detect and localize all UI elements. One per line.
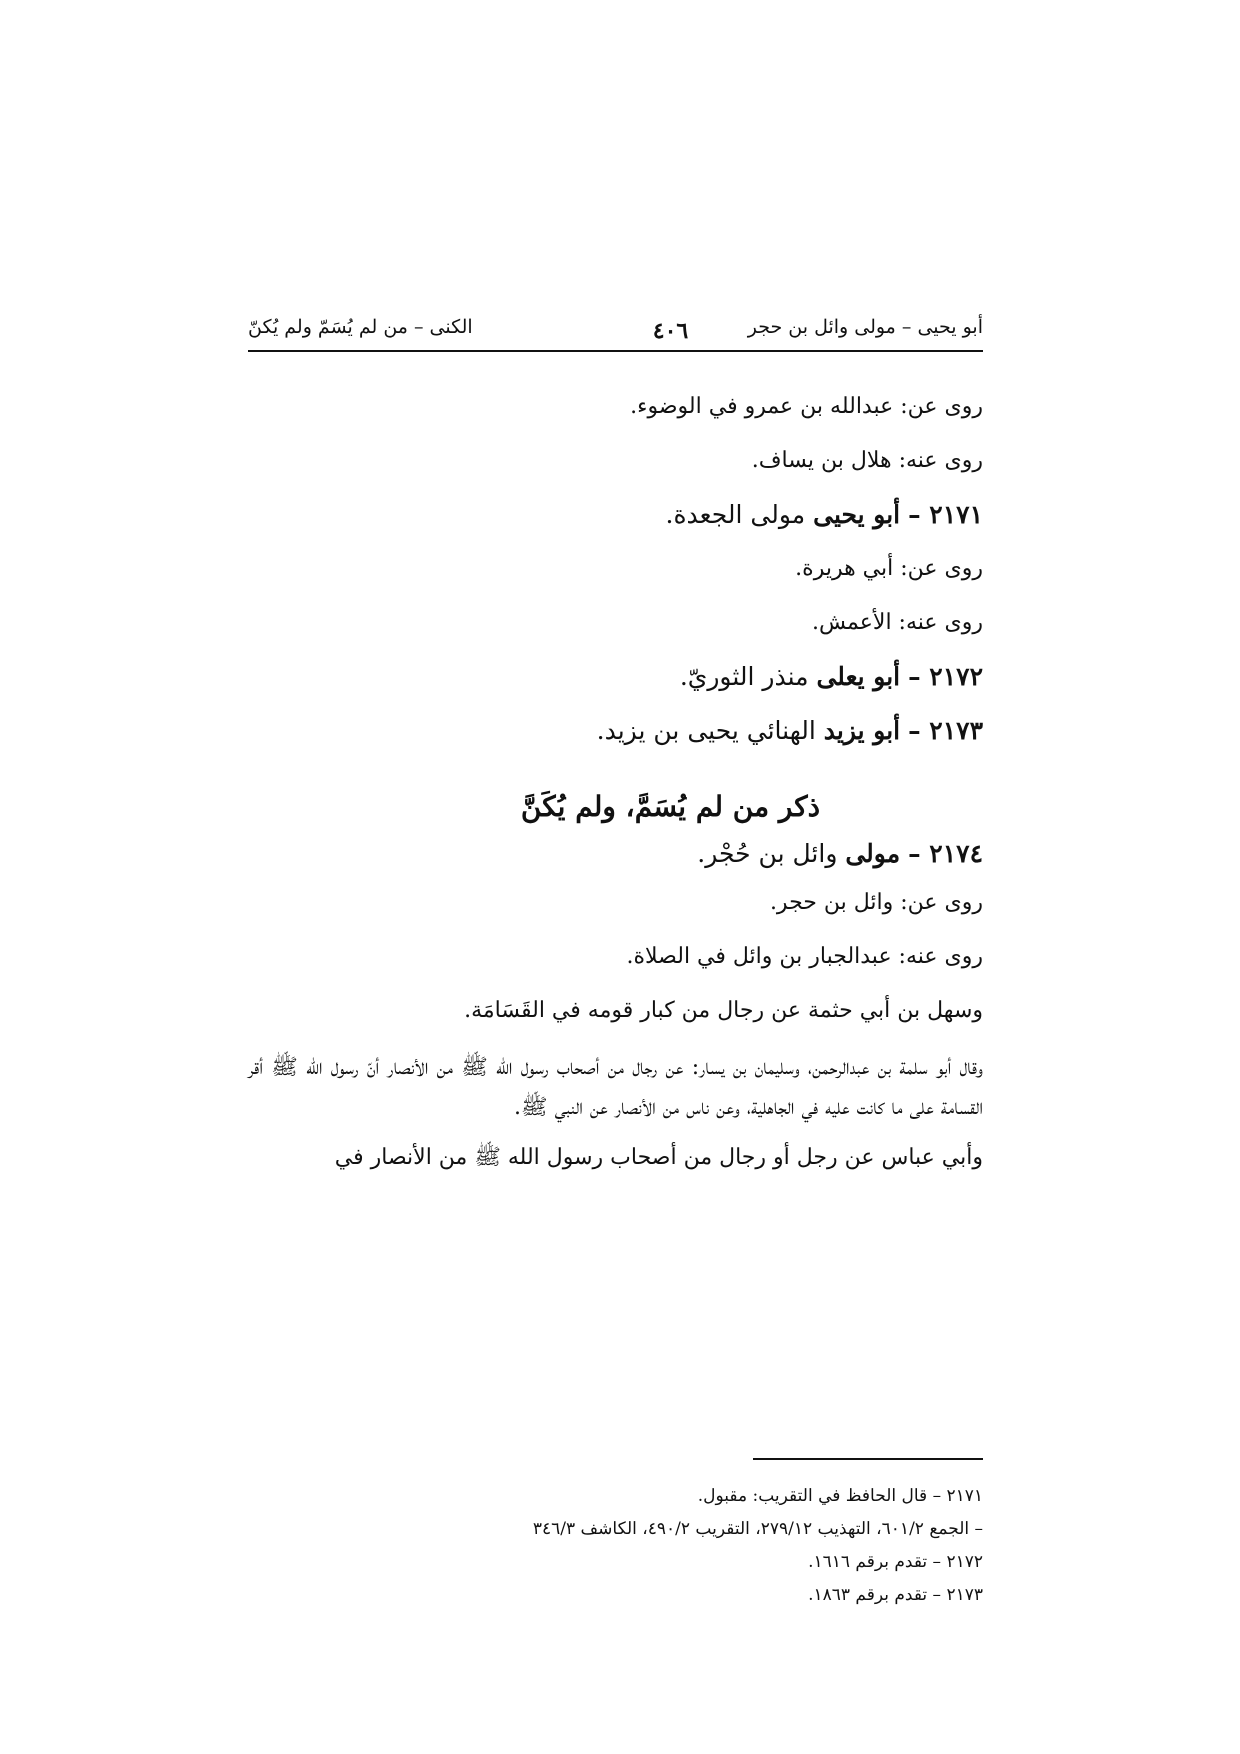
header-rule <box>248 350 983 352</box>
entry-kunya: أبو يحيى <box>813 500 901 529</box>
footnote-line: – الجمع ٦٠١/٢، التهذيب ٢٧٩/١٢، التقريب ٤٩٠/٢، الكاشف ٣٤٦/٣ <box>532 1519 983 1539</box>
entry-description: منذر الثوريّ. <box>679 662 809 691</box>
text-line: روى عن: أبي هريرة. <box>795 556 983 581</box>
footnote-rule <box>753 1458 983 1460</box>
entry-number: ٢١٧٤ – <box>908 839 983 868</box>
footnote-line: ٢١٧٣ – تقدم برقم ١٨٦٣. <box>808 1585 983 1605</box>
entry-description: وائل بن حُجْر. <box>697 839 838 868</box>
header-right-title: أبو يحيى – مولى وائل بن حجر <box>747 316 983 338</box>
entry-kunya: مولى <box>845 839 901 868</box>
entry-number: ٢١٧٢ – <box>908 662 983 691</box>
text-line: روى عنه: الأعمش. <box>812 610 983 635</box>
header-left-title: الكنى – من لم يُسَمّ ولم يُكنّ <box>248 316 473 338</box>
footnote-line: ٢١٧٢ – تقدم برقم ١٦١٦. <box>808 1552 983 1572</box>
entry-2173 <box>248 704 983 758</box>
text-line: روى عن: عبدالله بن عمرو في الوضوء. <box>630 394 983 419</box>
text-line: روى عن: وائل بن حجر. <box>769 890 983 915</box>
page-number: ٤٠٦ <box>652 318 689 344</box>
book-page <box>248 300 983 1605</box>
section-heading: ذكر من لم يُسَمَّ، ولم يُكَنَّ <box>520 790 821 823</box>
footnote-line: ٢١٧١ – قال الحافظ في التقريب: مقبول. <box>697 1486 983 1506</box>
entry-2174 <box>248 832 983 876</box>
text-line: وسهل بن أبي حثمة عن رجال من كبار قومه في القَسَامَة. <box>464 998 983 1023</box>
paragraph: وأبي عباس عن رجل أو رجال من أصحاب رسول الله ﷺ من الأنصار في <box>334 1145 983 1170</box>
footnotes <box>248 1480 983 1612</box>
entry-2171 <box>248 488 983 542</box>
running-header <box>248 300 983 346</box>
entry-kunya: أبو يعلى <box>816 662 901 691</box>
entry-kunya: أبو يزيد <box>823 716 901 745</box>
entry-description: مولى الجعدة. <box>665 500 806 529</box>
entry-description: الهنائي يحيى بن يزيد. <box>596 716 816 745</box>
entry-number: ٢١٧١ – <box>908 500 983 529</box>
text-line: روى عنه: عبدالجبار بن وائل في الصلاة. <box>626 944 983 969</box>
entry-number: ٢١٧٣ – <box>908 716 983 745</box>
main-text <box>248 380 983 1178</box>
text-line: روى عنه: هلال بن يساف. <box>751 448 983 473</box>
entry-2172 <box>248 650 983 704</box>
paragraph: وقال أبو سلمة بن عبدالرحمن، وسليمان بن يسار: عن رجال من أصحاب رسول الله ﷺ من الأنصار أنّ رسول الله ﷺ أقر القسامة على ما كانت عليه في الجاهلية، وعن ناس من الأنصار عن النبي ﷺ. <box>248 1055 983 1120</box>
